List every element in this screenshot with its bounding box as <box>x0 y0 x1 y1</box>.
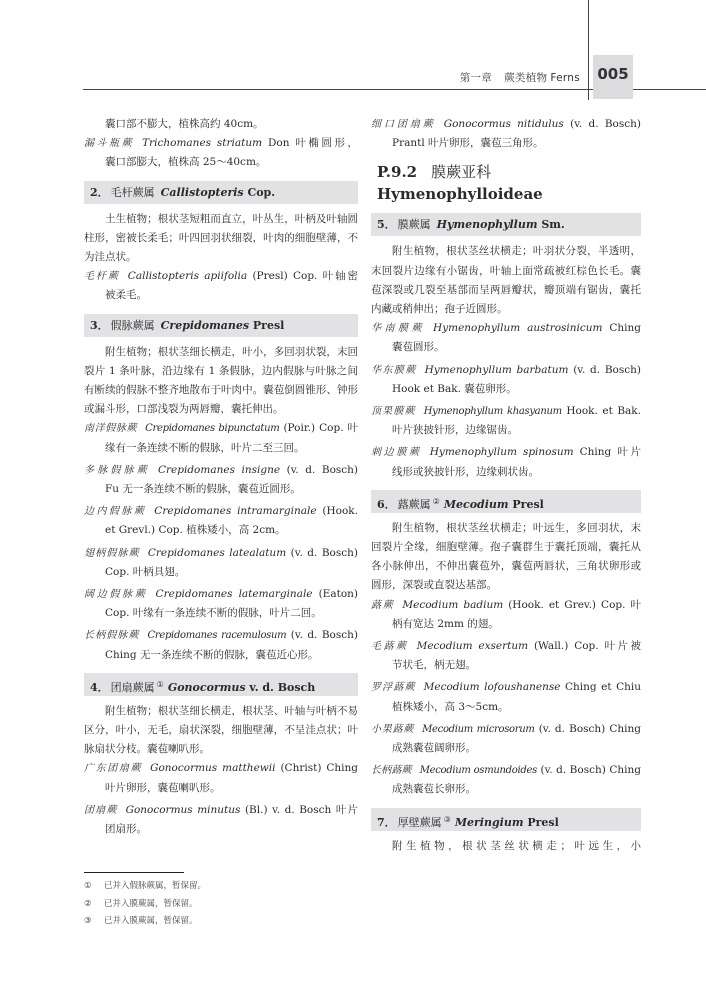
species-description: 被柔毛。 <box>105 289 147 302</box>
text-span: Presl <box>512 497 544 511</box>
species-name-line <box>371 637 641 656</box>
species-common-name: 翅柄假脉蕨 <box>84 547 140 559</box>
scientific-name: Callistopteris apiifolia <box>127 270 248 283</box>
species-entry <box>371 443 641 481</box>
genus-heading-crepidomanes <box>84 314 358 337</box>
species-entry <box>84 759 358 797</box>
text-span: 叶椭圆形， <box>295 137 358 150</box>
species-name-line <box>84 419 358 438</box>
species-entry <box>84 502 358 540</box>
text-span: (Presl) Cop. <box>252 270 318 283</box>
species-entry <box>371 720 641 758</box>
species-entry <box>84 544 358 582</box>
genus-number: 6． <box>377 497 396 511</box>
genus-number: 3． <box>90 318 109 332</box>
species-common-name: 团扇蕨 <box>84 804 118 816</box>
footnote-mark: ② <box>84 898 92 909</box>
species-description: 节状毛，柄无翅。 <box>392 659 476 672</box>
scientific-name: Gonocormus matthewii <box>150 762 276 775</box>
species-common-name: 长柄假脉蕨 <box>84 630 140 642</box>
species-name-line <box>371 720 641 739</box>
text-span: (v. d. Bosch) Ching <box>538 722 641 735</box>
species-description: Fu 无一条连续不断的假脉，囊苞近圆形。 <box>105 483 301 496</box>
genus-number: 2． <box>90 185 109 199</box>
species-entry <box>371 678 641 716</box>
text-span: Presl <box>527 815 559 829</box>
footnotes <box>84 878 206 931</box>
species-entry <box>84 134 358 172</box>
text-span: Presl <box>252 318 285 332</box>
text-span: 叶 <box>630 598 641 611</box>
species-name-line <box>371 402 641 421</box>
species-name-line <box>84 544 358 563</box>
chinese-name: 膜蕨亚科 <box>431 163 492 182</box>
footnote-mark: ③ <box>84 916 92 926</box>
footnote-item <box>84 896 206 914</box>
species-name-line <box>371 596 641 615</box>
scientific-name: Crepidomanes insigne <box>157 463 281 476</box>
text-span: P.9.2 <box>377 163 418 182</box>
species-description: 植株矮小，高 3～5cm。 <box>392 700 509 713</box>
genus-number: 4． <box>90 680 109 694</box>
species-common-name: 华东膜蕨 <box>371 364 417 376</box>
chinese-name: 蕗蕨属 <box>397 497 431 511</box>
species-description: Cop. 叶缘有一条连续不断的假脉，叶片二回。 <box>105 607 322 620</box>
scientific-name: Crepidomanes racemulosum <box>147 630 287 642</box>
species-name-line <box>84 461 358 480</box>
text-span: Hook. et Bak. <box>566 405 641 418</box>
species-name-line <box>84 585 358 604</box>
scientific-name: Trichomanes striatum <box>142 137 263 150</box>
scientific-name: Mecodium exsertum <box>416 640 529 653</box>
species-description: Prantl 叶片卵形，囊苞三角形。 <box>392 137 544 150</box>
chapter-label: 第一章 <box>459 72 493 84</box>
right-column <box>371 115 641 856</box>
species-common-name: 南洋假脉蕨 <box>84 423 138 435</box>
scientific-name: Crepidomanes bipunctatum <box>145 423 280 435</box>
species-description: Cop. 叶柄具翅。 <box>105 565 186 578</box>
scientific-name: Hymenophyllum barbatum <box>424 363 569 376</box>
scientific-name: Crepidomanes <box>160 318 250 332</box>
chinese-name: 团扇蕨属 <box>110 680 155 694</box>
chapter-title-cn: 蕨类植物 <box>504 72 548 84</box>
species-common-name: 罗浮蕗蕨 <box>371 682 416 694</box>
species-common-name: 顶果膜蕨 <box>371 406 416 418</box>
species-common-name: 边内假脉蕨 <box>84 506 147 518</box>
chinese-name: 膜蕨属 <box>397 218 431 232</box>
species-description: Hook et Bak. 囊苞卵形。 <box>392 382 517 395</box>
scientific-name: Mecodium <box>443 497 509 511</box>
chinese-name: 毛杆蕨属 <box>110 185 155 199</box>
species-entry <box>371 596 641 634</box>
text-span: 叶轴密 <box>322 270 358 283</box>
species-entry <box>371 637 641 675</box>
text-span: 叶 <box>347 422 358 435</box>
text-span: Don <box>267 137 290 150</box>
scientific-name: Mecodium osmundoides <box>419 765 537 777</box>
species-name-line <box>371 319 641 338</box>
species-common-name: 阔边假脉蕨 <box>84 589 148 601</box>
species-entry <box>371 361 641 399</box>
genus-description: 附生植物，根状茎丝状横走；叶远生，小 <box>392 839 641 852</box>
genus-description: 附生植物；根状茎细长横走，根状茎、叶轴与叶柄不易区分，叶小，无毛，扇状深裂，细胞壁薄，不呈洼点状；叶脉扇状分枝。囊苞喇叭形。 <box>84 704 358 756</box>
text-span: Hymenophylloideae <box>377 185 543 204</box>
text-span: (v. d. Bosch) <box>573 363 641 376</box>
species-description: 缘有一条连续不断的假脉，叶片二至三回。 <box>105 441 305 454</box>
species-name-line <box>84 626 358 645</box>
species-entry <box>84 461 358 499</box>
species-description: 线形或狭披针形，边缘刺状齿。 <box>392 465 539 478</box>
species-description: Ching 无一条连续不断的假脉，囊苞近心形。 <box>105 648 319 661</box>
species-common-name: 漏斗瓶蕨 <box>84 138 135 150</box>
scientific-name: Hymenophyllum spinosum <box>429 446 574 459</box>
scientific-name: Meringium <box>454 815 524 829</box>
footnote-ref[interactable]: ① <box>156 679 164 689</box>
species-name-line <box>371 361 641 380</box>
species-name-line <box>84 502 358 521</box>
genus-description: 附生植物，根状茎丝状横走；叶羽状分裂，半透明，末回裂片边缘有小锯齿，叶轴上面常疏被红棕色长毛。囊苞深裂或几裂至基部而呈两唇瓣状，瓣顶端有锯齿，囊托内藏或稍伸出；孢子近圆形。 <box>371 245 641 316</box>
species-common-name: 广东团扇蕨 <box>84 763 143 775</box>
genus-number: 7． <box>377 815 396 829</box>
genus-heading-callistopteris <box>84 181 358 204</box>
text-span: 叶片被 <box>604 640 641 653</box>
species-entry <box>371 402 641 440</box>
species-common-name: 细口团扇蕨 <box>371 119 436 130</box>
species-description: 叶片狭披针形，边缘锯齿。 <box>392 424 518 437</box>
text-span: 叶片 <box>335 803 358 816</box>
chinese-name: 厚壁蕨属 <box>397 815 442 829</box>
text-span: (Hook. <box>322 505 358 518</box>
species-common-name: 毛蕗蕨 <box>371 641 409 653</box>
species-description: 叶片卵形，囊苞喇叭形。 <box>105 781 221 794</box>
footnote-ref[interactable]: ② <box>432 496 440 506</box>
scientific-name: Mecodium lofoushanense <box>423 681 561 694</box>
species-name-line <box>84 759 358 778</box>
scientific-name: Mecodium badium <box>402 598 504 611</box>
species-name-line <box>84 267 358 286</box>
species-entry <box>84 585 358 623</box>
scientific-name: Gonocormus <box>167 680 246 694</box>
scientific-name: Callistopteris <box>160 185 244 199</box>
genus-heading-hymenophyllum <box>371 213 641 236</box>
text-span: 已并入膜蕨属，暂保留。 <box>104 916 198 926</box>
species-common-name: 多脉假脉蕨 <box>84 464 150 476</box>
species-description: et Grevl.) Cop. 植株矮小，高 2cm。 <box>105 524 286 537</box>
page-number: 005 <box>593 55 633 99</box>
species-name-line <box>84 801 358 820</box>
text-span: (v. d. Bosch) <box>570 118 641 130</box>
scientific-name: Crepidomanes latemarginale <box>155 588 313 601</box>
species-name-line <box>371 678 641 697</box>
species-name-line <box>371 443 641 462</box>
species-common-name: 长柄蕗蕨 <box>371 765 412 777</box>
species-description: 团扇形。 <box>105 823 147 836</box>
scientific-name: Crepidomanes intramarginale <box>154 505 317 518</box>
species-entry <box>84 801 358 839</box>
species-entry <box>84 626 358 664</box>
text-span: (v. d. Bosch) <box>290 629 358 642</box>
species-common-name: 刺边膜蕨 <box>371 447 422 459</box>
scientific-name: Hymenophyllum <box>436 218 538 232</box>
text-span: (Christ) Ching <box>280 762 358 775</box>
species-description: 柄有宽达 2mm 的翅。 <box>392 617 499 630</box>
running-header <box>460 70 580 85</box>
subfamily-heading <box>377 161 641 205</box>
scientific-name: Gonocormus minutus <box>125 803 241 816</box>
text-span: (Bl.) v. d. Bosch <box>244 803 332 816</box>
species-entry <box>84 419 358 457</box>
text-span: 已并入膜蕨属，暂保留。 <box>104 898 198 909</box>
species-common-name: 小果蕗蕨 <box>371 723 415 735</box>
header-vertical-rule <box>588 0 589 100</box>
species-name-line <box>84 134 358 153</box>
text-span: Cop. <box>247 185 276 199</box>
text-span: Ching <box>609 322 641 335</box>
text-span: (Wall.) Cop. <box>533 640 599 653</box>
species-description: 囊苞圆形。 <box>392 341 445 354</box>
text-span: (Poir.) Cop. <box>283 422 344 435</box>
text-span: 叶片 <box>617 446 641 459</box>
chapter-title-en: Ferns <box>550 72 580 84</box>
genus-description: 附生植物，根状茎丝状横走；叶远生，多回羽状，末回裂片全缘，细胞壁薄。孢子囊群生于囊托顶端，囊托从各小脉伸出，不伸出囊苞外，囊苞两唇状，三角状卵形或圆形，深裂或直裂达基部。 <box>371 521 641 592</box>
genus-description: 土生植物；根状茎短粗而直立，叶丛生，叶柄及叶轴圆柱形，密被长柔毛；叶四回羽状细裂，叶肉的细胞壁薄，不为洼点状。 <box>84 212 358 264</box>
scientific-name: Hymenophyllum khasyanum <box>423 406 562 418</box>
species-entry <box>84 267 358 305</box>
footnote-item <box>84 878 206 896</box>
genus-heading-mecodium <box>371 490 641 513</box>
text-span: Sm. <box>541 218 565 232</box>
text-span: (Eaton) <box>318 588 358 601</box>
footnote-mark: ① <box>84 881 92 891</box>
scientific-name: Crepidomanes latealatum <box>147 546 287 559</box>
scientific-name: Mecodium microsorum <box>422 723 535 735</box>
text-span: 已并入假脉蕨属，暂保留。 <box>104 881 207 891</box>
genus-heading-meringium <box>371 808 641 831</box>
species-common-name: 毛杆蕨 <box>84 271 120 283</box>
footnote-item <box>84 913 206 931</box>
text-span: Ching <box>579 446 612 459</box>
species-entry <box>371 115 641 153</box>
scientific-name: Gonocormus nitidulus <box>443 118 564 130</box>
text-span: (v. d. Bosch) <box>290 546 358 559</box>
footnote-ref[interactable]: ③ <box>443 814 451 824</box>
text-span: (v. d. Bosch) <box>286 463 358 476</box>
footnote-rule <box>84 872 184 873</box>
text-span: Ching et Chiu <box>565 681 641 694</box>
species-name-line <box>371 115 641 134</box>
species-common-name: 华南膜蕨 <box>371 323 426 335</box>
continuation-text: 囊口部不膨大，植株高约 40cm。 <box>105 118 264 130</box>
chinese-name: 假脉蕨属 <box>110 318 155 332</box>
text-span: v. d. Bosch <box>249 680 316 694</box>
left-column <box>84 115 358 842</box>
text-span: (v. d. Bosch) Ching <box>540 764 641 777</box>
species-entry <box>371 319 641 357</box>
species-description: 成熟囊苞阔卵形。 <box>392 742 476 755</box>
species-description: 囊口部膨大，植株高 25～40cm。 <box>105 156 267 169</box>
scientific-name: Hymenophyllum austrosinicum <box>433 322 603 335</box>
genus-description: 附生植物；根状茎细长横走，叶小，多回羽状裂，末回裂片 1 条叶脉，沿边缘有 1 条假脉，边内假脉与叶脉之间有断续的假脉不整齐地散布于叶肉中。囊苞倒圆锥形、钟形或漏斗形，口部浅裂为两唇瓣，囊托伸出。 <box>84 345 358 416</box>
text-span: (Hook. et Grev.) Cop. <box>508 598 626 611</box>
genus-number: 5． <box>377 218 396 232</box>
species-name-line <box>371 761 641 780</box>
species-entry <box>371 761 641 799</box>
species-common-name: 蕗蕨 <box>371 599 395 611</box>
species-description: 成熟囊苞长卵形。 <box>392 783 476 796</box>
genus-heading-gonocormus <box>84 673 358 696</box>
